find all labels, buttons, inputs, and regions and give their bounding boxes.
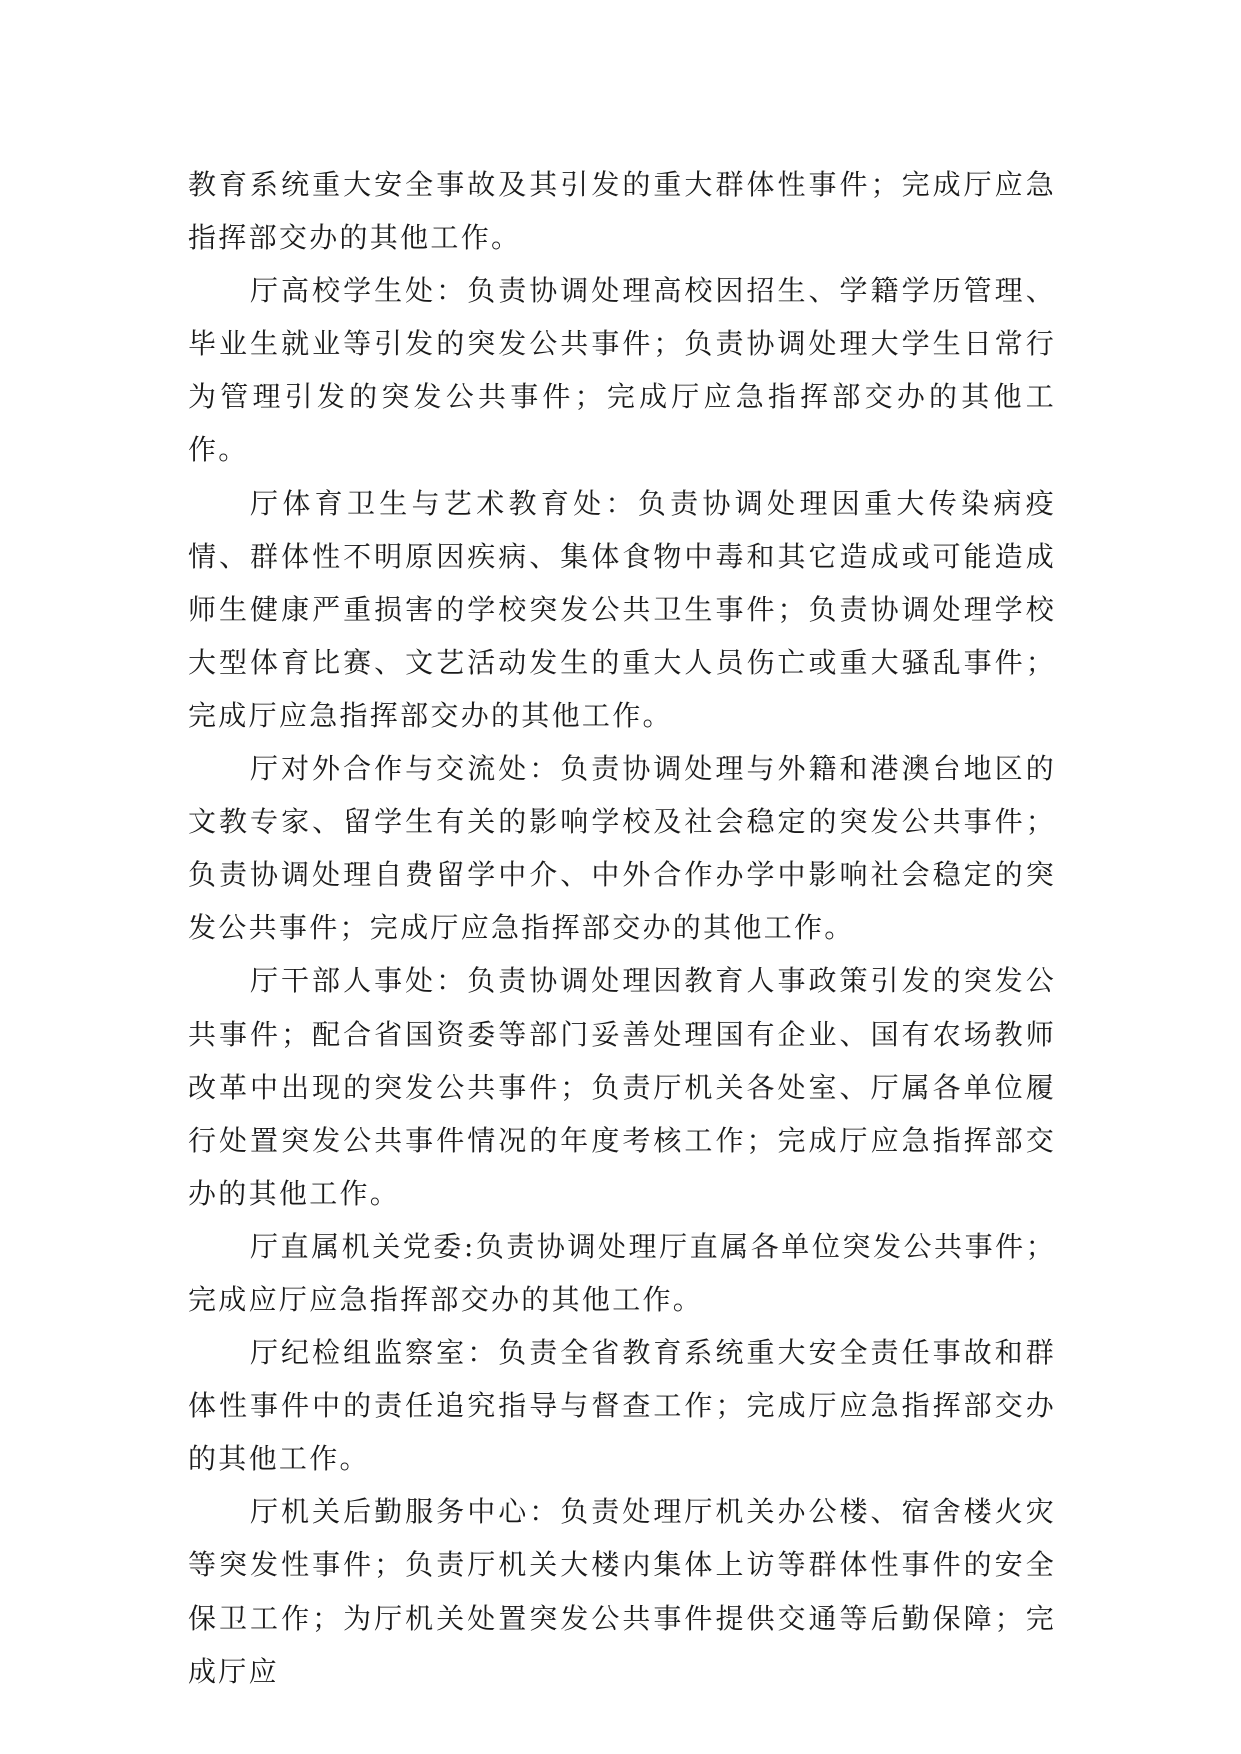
document-body (188, 158, 1056, 1698)
paragraph-sports-health-arts-office: 厅体育卫生与艺术教育处：负责协调处理因重大传染病疫情、群体性不明原因疾病、集体食物中毒和其它造成或可能造成师生健康严重损害的学校突发公共卫生事件；负责协调处理学校大型体育比赛、文艺活动发生的重大人员伤亡或重大骚乱事件；完成厅应急指挥部交办的其他工作。 (188, 486, 1056, 732)
paragraph-logistics-service-center: 厅机关后勤服务中心：负责处理厅机关办公楼、宿舍楼火灾等突发性事件；负责厅机关大楼内集体上访等群体性事件的安全保卫工作；为厅机关处置突发公共事件提供交通等后勤保障；完成厅应 (188, 1495, 1056, 1688)
paragraph-continuation: 教育系统重大安全事故及其引发的重大群体性事件；完成厅应急指挥部交办的其他工作。 (188, 168, 1056, 255)
paragraph-party-committee: 厅直属机关党委:负责协调处理厅直属各单位突发公共事件；完成应厅应急指挥部交办的其他工作。 (188, 1229, 1056, 1316)
paragraph-personnel-office: 厅干部人事处：负责协调处理因教育人事政策引发的突发公共事件；配合省国资委等部门妥善处理国有企业、国有农场教师改革中出现的突发公共事件；负责厅机关各处室、厅属各单位履行处置突发公共事件情况的年度考核工作；完成厅应急指挥部交办的其他工作。 (188, 964, 1056, 1210)
paragraph-university-student-office: 厅高校学生处：负责协调处理高校因招生、学籍学历管理、毕业生就业等引发的突发公共事件；负责协调处理大学生日常行为管理引发的突发公共事件；完成厅应急指挥部交办的其他工作。 (188, 274, 1056, 467)
paragraph-discipline-supervision-office: 厅纪检组监察室：负责全省教育系统重大安全责任事故和群体性事件中的责任追究指导与督查工作；完成厅应急指挥部交办的其他工作。 (188, 1336, 1056, 1476)
paragraph-foreign-cooperation-office: 厅对外合作与交流处：负责协调处理与外籍和港澳台地区的文教专家、留学生有关的影响学校及社会稳定的突发公共事件；负责协调处理自费留学中介、中外合作办学中影响社会稳定的突发公共事件；完成厅应急指挥部交办的其他工作。 (188, 752, 1056, 945)
